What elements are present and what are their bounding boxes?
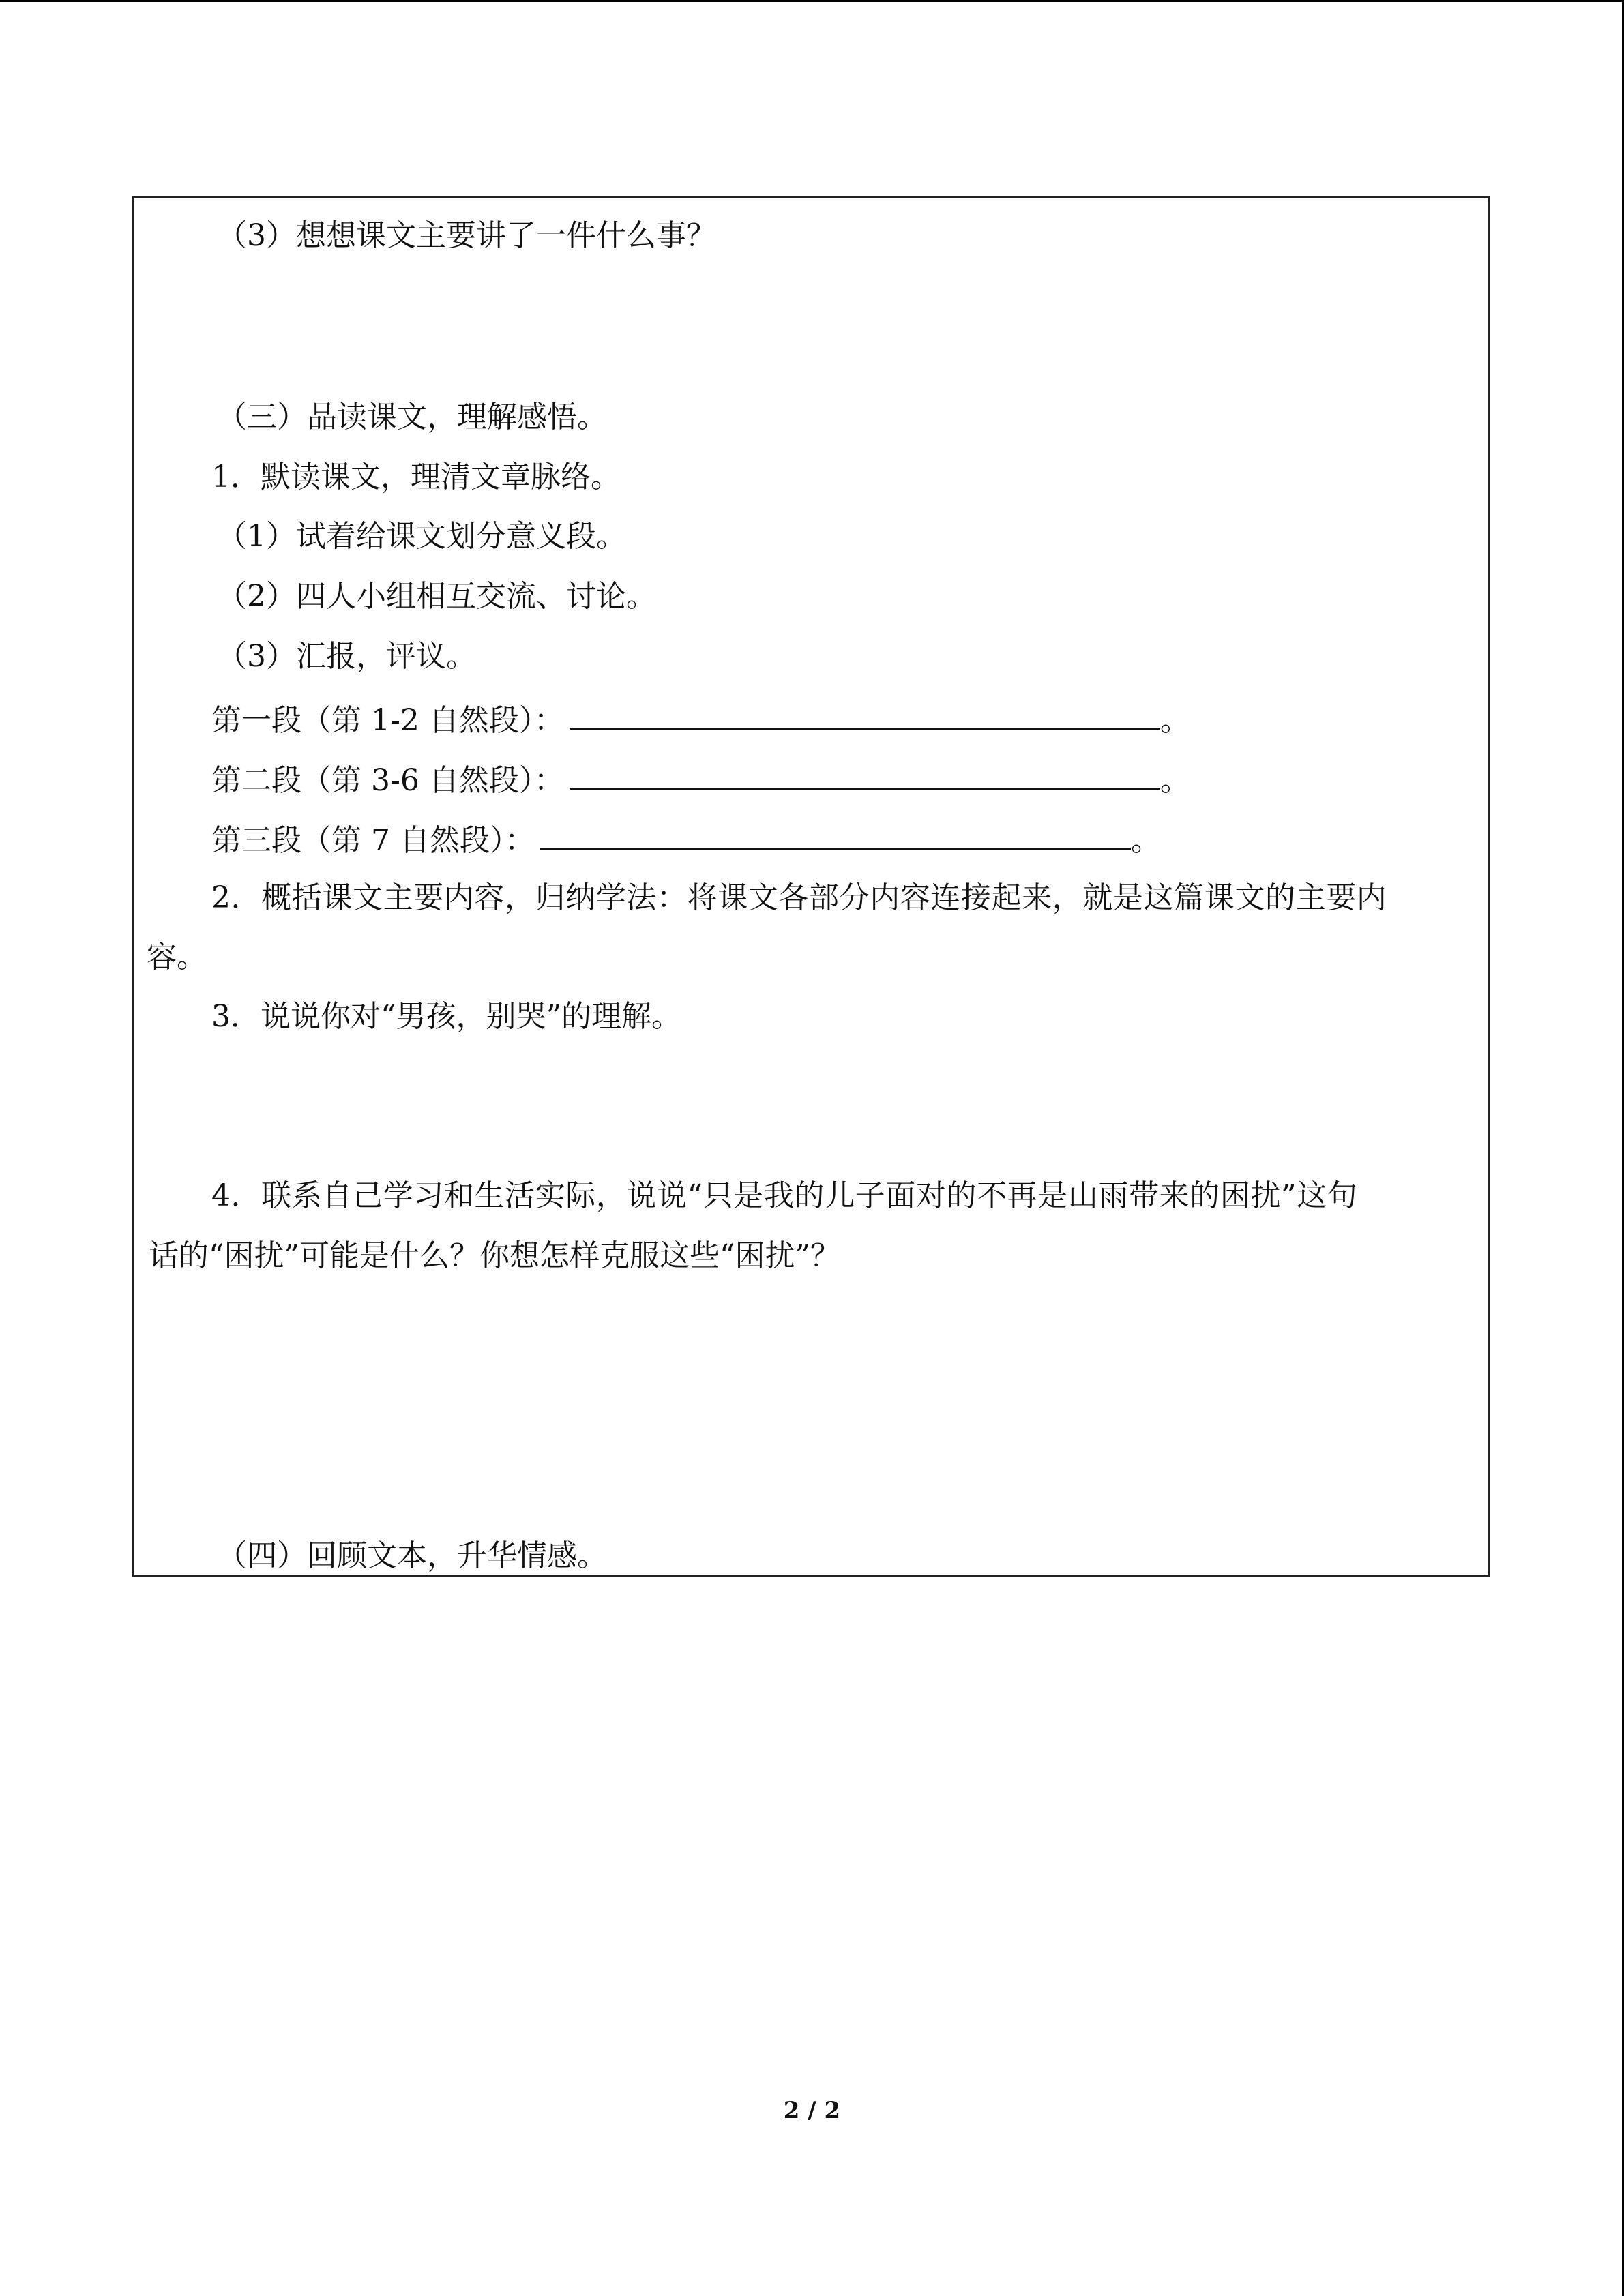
item-1: 1．默读课文，理清文章脉络。 xyxy=(211,460,621,494)
paragraph-2-end: 。 xyxy=(1160,763,1190,798)
paragraph-1-end: 。 xyxy=(1160,703,1190,738)
paragraph-2-label: 第二段（第 3-6 自然段）： xyxy=(211,763,564,798)
item-2-line-2: 容。 xyxy=(147,940,207,974)
item-4-line-2: 话的“困扰”可能是什么？你想怎样克服这些“困扰”？ xyxy=(149,1238,840,1273)
section-heading-part3: （三）品读课文，理解感悟。 xyxy=(217,400,607,434)
item-1-sub-1: （1）试着给课文划分意义段。 xyxy=(217,519,626,554)
paragraph-2-blank[interactable] xyxy=(570,758,1160,790)
page-number: 2 / 2 xyxy=(783,2097,841,2124)
item-1-sub-3: （3）汇报，评议。 xyxy=(217,639,476,674)
item-3: 3．说说你对“男孩，别哭”的理解。 xyxy=(211,999,681,1034)
section-heading-part4: （四）回顾文本，升华情感。 xyxy=(217,1538,607,1573)
item-2-line-1: 2．概括课文主要内容，归纳学法：将课文各部分内容连接起来，就是这篇课文的主要内 xyxy=(211,880,1387,915)
paragraph-3-end: 。 xyxy=(1130,823,1161,858)
item-1-sub-2: （2）四人小组相互交流、讨论。 xyxy=(217,579,656,614)
paragraph-1-label: 第一段（第 1-2 自然段）： xyxy=(211,703,564,738)
paragraph-1-row xyxy=(211,698,1190,741)
item-4-line-1: 4．联系自己学习和生活实际，说说“只是我的儿子面对的不再是山雨带来的困扰”这句 xyxy=(211,1178,1358,1213)
paragraph-3-row xyxy=(211,818,1161,861)
paragraph-3-label: 第三段（第 7 自然段）： xyxy=(211,823,535,858)
question-main-event: （3）想想课文主要讲了一件什么事？ xyxy=(217,218,716,253)
page-top-border xyxy=(0,0,1624,2)
paragraph-3-blank[interactable] xyxy=(540,818,1131,850)
paragraph-1-blank[interactable] xyxy=(570,698,1160,730)
paragraph-2-row xyxy=(211,758,1190,801)
